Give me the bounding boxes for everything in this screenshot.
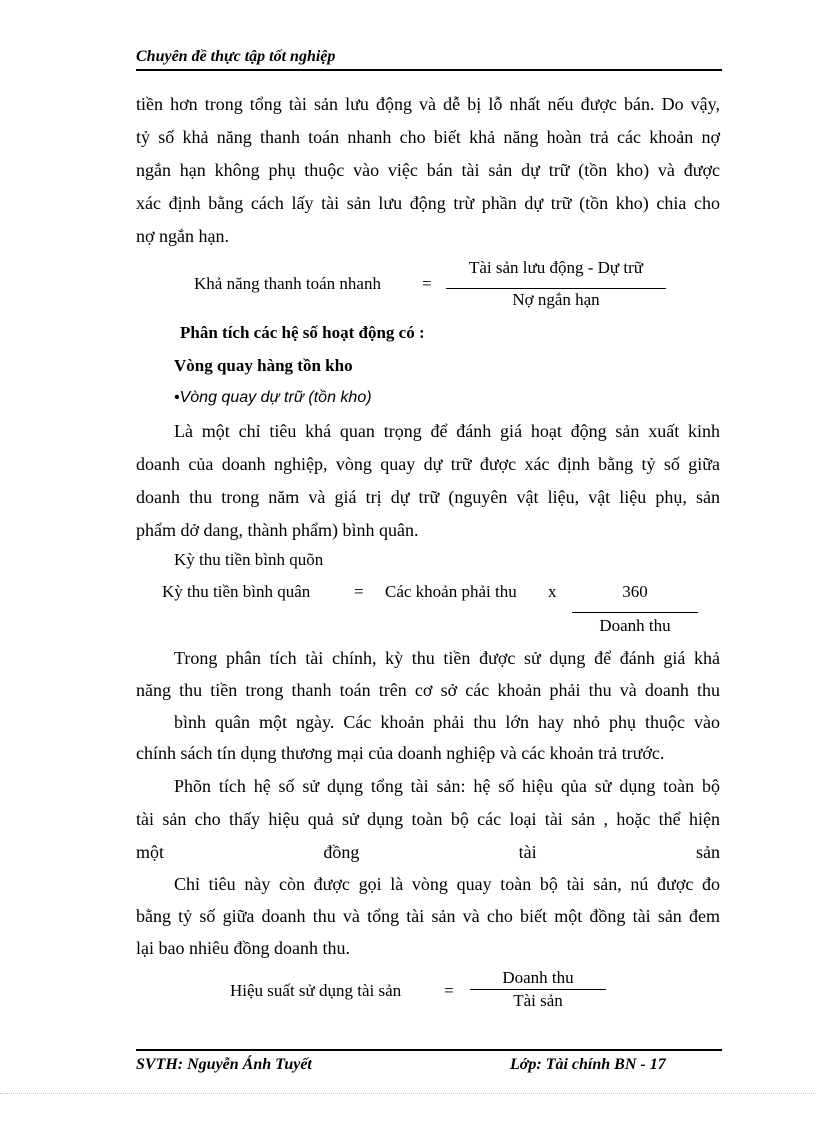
formula2-times: x	[548, 582, 557, 601]
subheading-collection-period: Kỳ thu tiền bình quõn	[174, 550, 324, 569]
formula1-numerator: Tài sản lưu động - Dự trữ	[468, 258, 643, 277]
para2-line-1: Là một chỉ tiêu khá quan trọng để đánh giá hoạt động sản xuất kinh	[174, 421, 720, 441]
para2-line-3: doanh thu trong năm và giá trị dự trữ (nguyên vật liệu, vật liệu phụ, sản	[136, 487, 720, 507]
para4-word-2: đồng	[323, 842, 360, 862]
para4-line-1: Phõn tích hệ số sử dụng tổng tài sản: hệ số hiệu qủa sử dụng toàn bộ	[174, 776, 720, 796]
formula2-label: Kỳ thu tiền bình quân	[162, 582, 311, 601]
para5-line-3: lại bao nhiêu đồng doanh thu.	[136, 938, 350, 958]
para1-line-3: ngắn hạn không phụ thuộc vào việc bán tài sản dự trữ (tồn kho) và được	[136, 160, 720, 180]
header-rule	[136, 69, 722, 71]
para4-line-2: tài sản cho thấy hiệu quả sử dụng toàn bộ các loại tài sản , hoặc thể hiện	[136, 809, 720, 829]
para3-line-1: Trong phân tích tài chính, kỳ thu tiền được sử dụng để đánh giá khả	[174, 648, 720, 668]
formula1-equals: =	[422, 274, 432, 293]
para3-line-4: chính sách tín dụng thương mại của doanh nghiệp và các khoản trả trước.	[136, 743, 665, 763]
para1-line-1: tiền hơn trong tổng tài sản lưu động và dễ bị lỗ nhất nếu được bán. Do vậy,	[136, 94, 720, 114]
formula1-denominator: Nợ ngắn hạn	[512, 290, 600, 309]
formula2-equals: =	[354, 582, 364, 601]
bullet-text: Vòng quay dự trữ (tồn kho)	[179, 389, 372, 406]
para1-line-4: xác định bằng cách lấy tài sản lưu động trừ phần dự trữ (tồn kho) chia cho	[136, 193, 720, 213]
bullet-item	[174, 389, 372, 407]
subsection-heading-inventory-turnover: Vòng quay hàng tồn kho	[174, 356, 353, 375]
footer-student: SVTH: Nguyễn Ánh Tuyết	[136, 1056, 312, 1073]
formula3-numerator: Doanh thu	[502, 968, 574, 987]
footer-rule	[136, 1049, 722, 1051]
formula3-denominator: Tài sản	[513, 991, 563, 1010]
para5-line-2: bằng tỷ số giữa doanh thu và tổng tài sản và cho biết một đồng tài sản đem	[136, 906, 720, 926]
para4-line-3	[136, 842, 720, 862]
formula3-fraction-bar	[470, 989, 606, 990]
para2-line-4: phẩm dở dang, thành phẩm) bình quân.	[136, 520, 419, 540]
para4-word-3: tài	[518, 842, 537, 862]
formula2-denominator: Doanh thu	[599, 616, 671, 635]
formula2-numerator: 360	[622, 582, 648, 601]
para5-line-1: Chỉ tiêu này còn được gọi là vòng quay toàn bộ tài sản, nú được đo	[174, 874, 720, 894]
para1-line-5: nợ ngắn hạn.	[136, 226, 229, 246]
para3-line-3: bình quân một ngày. Các khoản phải thu lớn hay nhỏ phụ thuộc vào	[174, 712, 720, 732]
footer-class: Lớp: Tài chính BN - 17	[510, 1056, 666, 1073]
para4-word-4: sản	[696, 842, 720, 862]
para4-word-1: một	[136, 842, 165, 862]
bullet-symbol: •	[174, 389, 180, 406]
para2-line-2: doanh của doanh nghiệp, vòng quay dự trữ được xác định bằng tỷ số giữa	[136, 454, 720, 474]
section-heading-activity-ratios: Phân tích các hệ số hoạt động có :	[180, 323, 425, 342]
formula2-fraction-bar	[572, 612, 698, 613]
page-header-title: Chuyên đề thực tập tốt nghiệp	[136, 48, 336, 65]
page-bottom-dotted-border	[0, 1093, 816, 1094]
formula2-term: Các khoản phải thu	[385, 582, 517, 601]
formula3-label: Hiệu suất sử dụng tài sản	[230, 981, 402, 1000]
para1-line-2: tỷ số khả năng thanh toán nhanh cho biết khả năng hoàn trả các khoản nợ	[136, 127, 720, 147]
formula1-label: Khả năng thanh toán nhanh	[194, 274, 381, 293]
para3-line-2: năng thu tiền trong thanh toán trên cơ sở các khoản phải thu và doanh thu	[136, 680, 720, 700]
formula1-fraction-bar	[446, 288, 666, 289]
formula3-equals: =	[444, 981, 454, 1000]
